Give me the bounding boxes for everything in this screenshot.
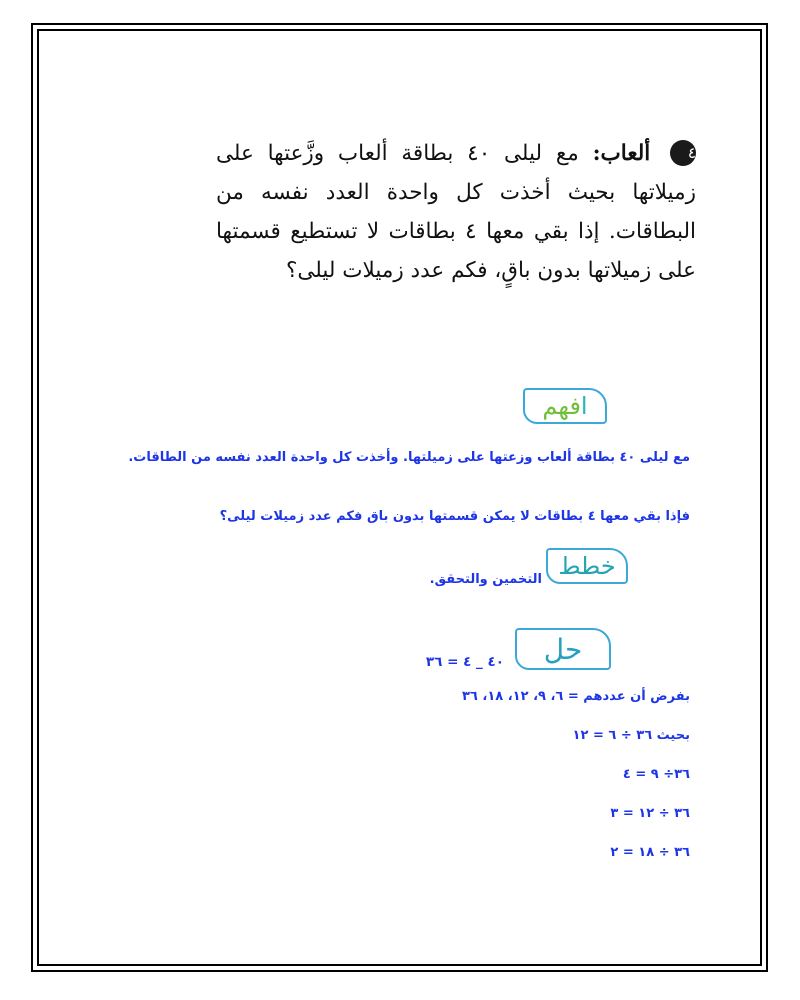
plan-text: التخمين والتحقق. xyxy=(429,572,542,587)
solve-equation-1: بحيث ٣٦ ÷ ٦ = ١٢ xyxy=(572,728,690,743)
solve-equation-3: ٣٦ ÷ ١٢ = ٣ xyxy=(610,806,690,821)
problem-statement xyxy=(216,134,696,290)
problem-topic: ألعاب: xyxy=(592,141,651,166)
solve-badge-label: حل xyxy=(543,632,583,666)
solve-assumption: بفرض أن عددهم = ٦، ٩، ١٢، ١٨، ٣٦ xyxy=(461,689,690,704)
understand-badge-part2: فهم xyxy=(542,392,581,420)
solve-equation-2: ٣٦÷ ٩ = ٤ xyxy=(622,767,690,782)
plan-badge xyxy=(546,548,628,584)
solve-equation-4: ٣٦ ÷ ١٨ = ٢ xyxy=(610,845,690,860)
understand-line-2: فإذا بقي معها ٤ بطاقات لا يمكن قسمتها بدون باق فكم عدد زميلات ليلى؟ xyxy=(219,509,690,524)
problem-number-badge: ٤ xyxy=(670,140,696,166)
understand-badge-part1: ا xyxy=(580,392,588,420)
problem-text: مع ليلى ٤٠ بطاقة ألعاب وزَّعتها على زميلاتها بحيث أخذت كل واحدة العدد نفسه من البطاقات. إذا بقي معها ٤ بطاقات لا تستطيع قسمتها على زميلاتها بدون باقٍ، فكم عدد زميلات ليلى؟ xyxy=(216,141,696,283)
understand-line-1: مع ليلى ٤٠ بطاقة ألعاب وزعتها على زميلتها. وأخذت كل واحدة العدد نفسه من الطاقات. xyxy=(128,450,690,465)
plan-badge-label: خطط xyxy=(558,552,616,580)
solve-equation-subtraction: ٤٠ _ ٤ = ٣٦ xyxy=(425,654,504,670)
understand-badge xyxy=(523,388,607,424)
solve-badge xyxy=(515,628,611,670)
